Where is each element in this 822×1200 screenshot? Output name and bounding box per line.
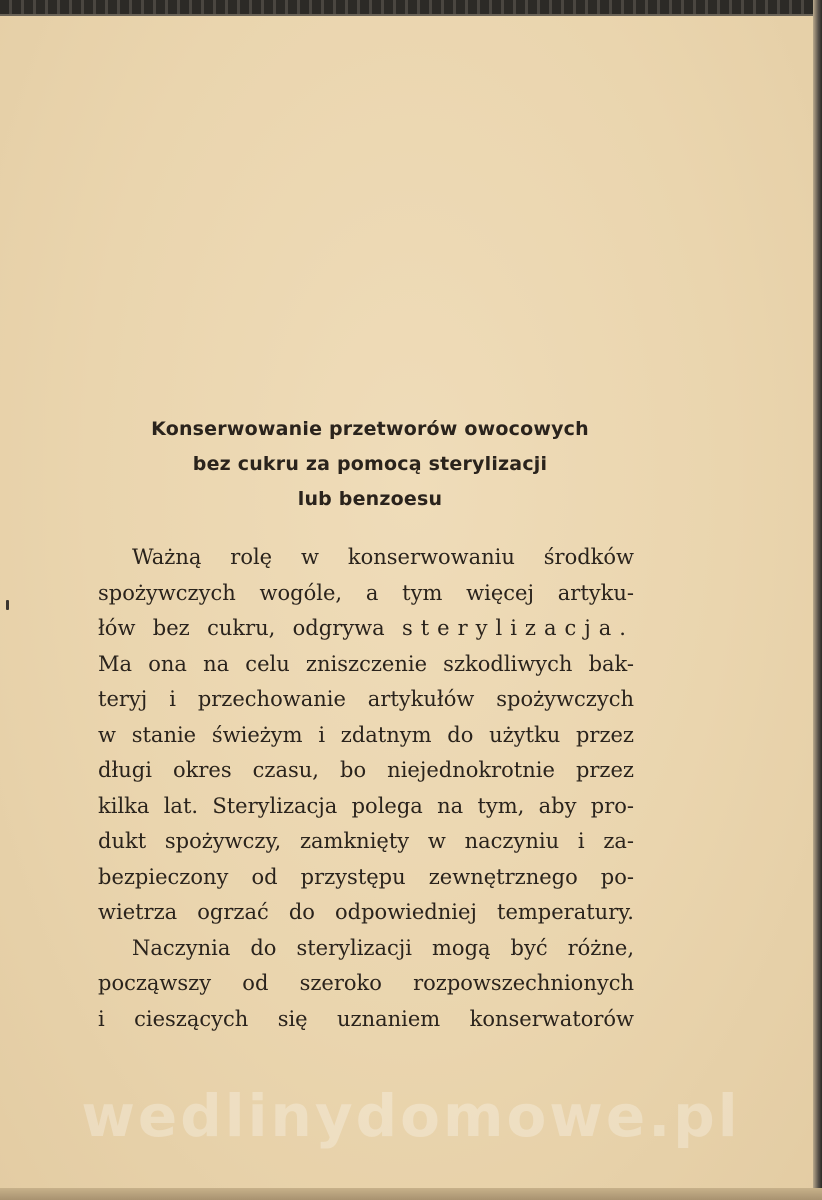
- text-line: w stanie świeżym i zdatnym do użytku przez: [98, 722, 634, 747]
- text-line: teryj i przechowanie artykułów spożywczych: [98, 687, 634, 711]
- page-right-edge: [813, 0, 822, 1200]
- text-line: długi okres czasu, bo niejednokrotnie przez: [98, 758, 634, 782]
- chapter-title: [100, 412, 640, 517]
- emphasized-term: sterylizacja.: [401, 616, 634, 640]
- text-line: spożywczych wogóle, a tym więcej artyku-: [98, 580, 634, 605]
- binding-mark: [6, 600, 9, 610]
- text-line: począwszy od szeroko rozpowszechnionych: [98, 971, 634, 995]
- text-line-segment: łów bez cukru, odgrywa: [98, 616, 385, 640]
- watermark: wedlinydomowe.pl: [81, 1082, 741, 1150]
- page-bottom-edge: [0, 1188, 822, 1200]
- text-line: bezpieczony od przystępu zewnętrznego po-: [98, 864, 634, 889]
- text-line: Ma ona na celu zniszczenie szkodliwych bak-: [98, 651, 634, 676]
- text-line: [98, 611, 634, 647]
- title-line: bez cukru za pomocą sterylizacji: [192, 453, 548, 475]
- text-line: dukt spożywczy, zamknięty w naczyniu i za-: [98, 829, 634, 853]
- text-line: i cieszących się uznaniem konserwatorów: [98, 1006, 634, 1031]
- page-top-edge: [0, 0, 822, 16]
- title-line: lub benzoesu: [297, 488, 443, 510]
- text-line: wietrza ogrzać do odpowiedniej temperatury.: [98, 900, 634, 924]
- body-text: [98, 540, 634, 1037]
- text-line: Naczynia do sterylizacji mogą być różne,: [132, 935, 634, 960]
- text-line: kilka lat. Sterylizacja polega na tym, aby pro-: [98, 793, 634, 818]
- title-line: Konserwowanie przetworów owocowych: [151, 418, 589, 440]
- text-line: Ważną rolę w konserwowaniu środków: [132, 545, 634, 569]
